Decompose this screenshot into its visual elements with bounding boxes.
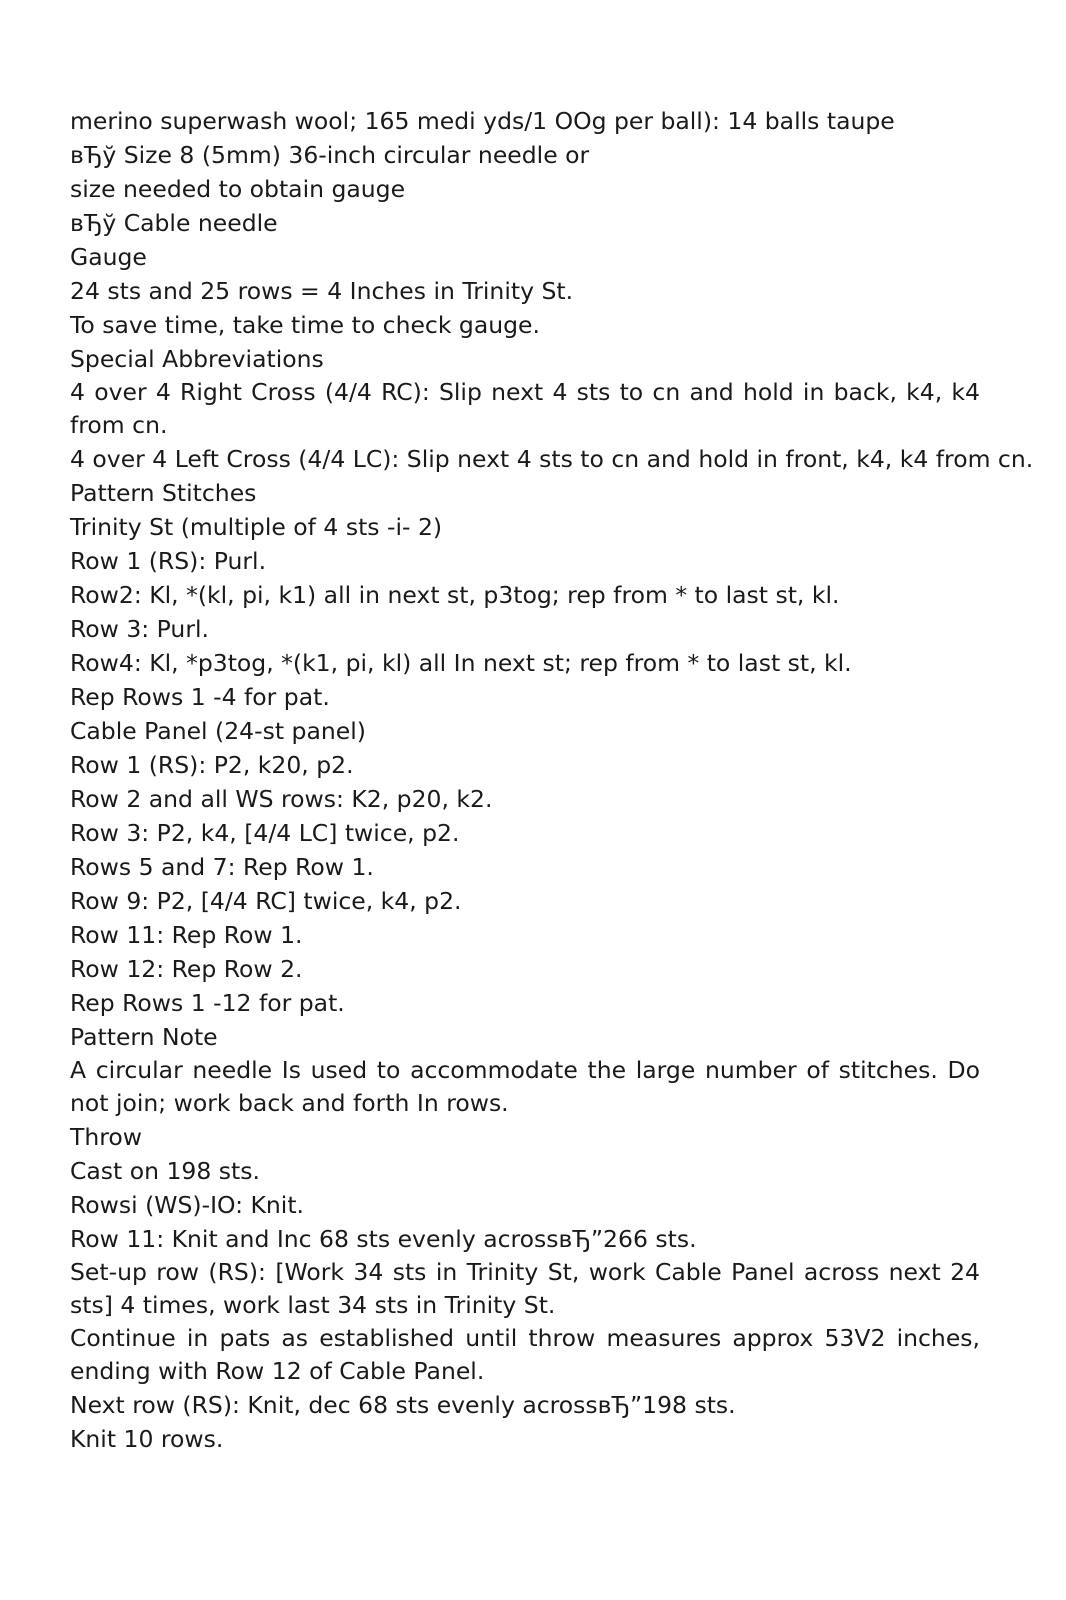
throw-continue: Continue in pats as established until throw measures approx 53V2 inches, ending with Row 12 of Cable Panel. bbox=[70, 1324, 980, 1385]
materials-needle-line: вЂў Size 8 (5mm) 36-inch circular needle or bbox=[70, 141, 590, 169]
cable-row-2: Row 2 and all WS rows: K2, p20, k2. bbox=[70, 785, 493, 813]
heading-throw: Throw bbox=[70, 1123, 142, 1151]
heading-special-abbreviations: Special Abbreviations bbox=[70, 345, 324, 373]
throw-cast-on: Cast on 198 sts. bbox=[70, 1157, 260, 1185]
abbrev-left-cross: 4 over 4 Left Cross (4/4 LC): Slip next 4 sts to cn and hold in front, k4, k4 from cn. bbox=[70, 445, 1034, 473]
pattern-note-text: A circular needle Is used to accommodate the large number of stitches. Do not join; work back and forth In rows. bbox=[70, 1056, 980, 1117]
cable-repeat: Rep Rows 1 -12 for pat. bbox=[70, 989, 345, 1017]
cable-rows-5-7: Rows 5 and 7: Rep Row 1. bbox=[70, 853, 374, 881]
heading-pattern-note: Pattern Note bbox=[70, 1023, 218, 1051]
trinity-repeat: Rep Rows 1 -4 for pat. bbox=[70, 683, 330, 711]
gauge-check-line: To save time, take time to check gauge. bbox=[70, 311, 540, 339]
cable-panel-heading: Cable Panel (24-st panel) bbox=[70, 717, 366, 745]
throw-setup-row: Set-up row (RS): [Work 34 sts in Trinity St, work Cable Panel across next 24 sts] 4 times, work last 34 sts in Trinity St. bbox=[70, 1258, 980, 1319]
throw-rows-1-10: Rowsi (WS)-IO: Knit. bbox=[70, 1191, 305, 1219]
heading-gauge: Gauge bbox=[70, 243, 147, 271]
abbrev-right-cross: 4 over 4 Right Cross (4/4 RC): Slip next 4 sts to cn and hold in back, k4, k4 from cn. bbox=[70, 378, 980, 439]
throw-knit-10: Knit 10 rows. bbox=[70, 1425, 224, 1453]
throw-row-11: Row 11: Knit and Inc 68 sts evenly acrossвЂ”266 sts. bbox=[70, 1225, 697, 1253]
trinity-row-3: Row 3: Purl. bbox=[70, 615, 209, 643]
trinity-row-4: Row4: Kl, *p3tog, *(k1, pi, kl) all In next st; rep from * to last st, kl. bbox=[70, 649, 852, 677]
gauge-line: 24 sts and 25 rows = 4 Inches in Trinity St. bbox=[70, 277, 574, 305]
cable-row-3: Row 3: P2, k4, [4/4 LC] twice, p2. bbox=[70, 819, 460, 847]
trinity-st-line: Trinity St (multiple of 4 sts -i- 2) bbox=[70, 513, 443, 541]
cable-row-12: Row 12: Rep Row 2. bbox=[70, 955, 303, 983]
materials-cable-needle: вЂў Cable needle bbox=[70, 209, 278, 237]
cable-row-11: Row 11: Rep Row 1. bbox=[70, 921, 303, 949]
trinity-row-2: Row2: Kl, *(kl, pi, k1) all in next st, p3tog; rep from * to last st, kl. bbox=[70, 581, 840, 609]
trinity-row-1: Row 1 (RS): Purl. bbox=[70, 547, 267, 575]
throw-next-row: Next row (RS): Knit, dec 68 sts evenly acrossвЂ”198 sts. bbox=[70, 1391, 736, 1419]
materials-yarn-line: merino superwash wool; 165 medi yds/1 OOg per ball): 14 balls taupe bbox=[70, 107, 895, 135]
materials-gauge-note: size needed to obtain gauge bbox=[70, 175, 406, 203]
heading-pattern-stitches: Pattern Stitches bbox=[70, 479, 257, 507]
pattern-text bbox=[70, 104, 1034, 1456]
cable-row-9: Row 9: P2, [4/4 RC] twice, k4, p2. bbox=[70, 887, 462, 915]
cable-row-1: Row 1 (RS): P2, k20, p2. bbox=[70, 751, 354, 779]
